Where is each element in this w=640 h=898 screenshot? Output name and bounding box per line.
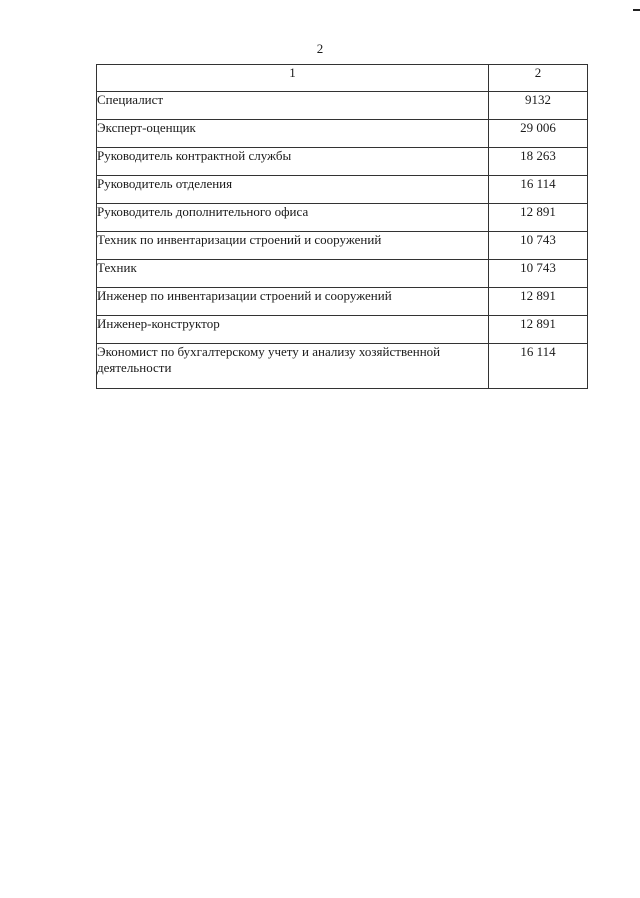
column-header-number: 2 <box>489 65 588 92</box>
salary-table <box>96 64 588 389</box>
position-name-cell: Инженер-конструктор <box>97 316 489 344</box>
position-name-cell: Эксперт-оценщик <box>97 120 489 148</box>
value-cell: 16 114 <box>489 344 588 389</box>
value-cell: 29 006 <box>489 120 588 148</box>
table-row <box>97 204 588 232</box>
position-name-cell: Инженер по инвентаризации строений и сооружений <box>97 288 489 316</box>
table-row <box>97 344 588 389</box>
scan-edge-mark <box>633 9 640 11</box>
value-cell: 12 891 <box>489 316 588 344</box>
table-row <box>97 176 588 204</box>
position-name-cell: Экономист по бухгалтерскому учету и анализу хозяйственной деятельности <box>97 344 489 389</box>
position-name-cell: Техник по инвентаризации строений и сооружений <box>97 232 489 260</box>
table-row <box>97 316 588 344</box>
table-row <box>97 260 588 288</box>
value-cell: 16 114 <box>489 176 588 204</box>
position-name-cell: Руководитель дополнительного офиса <box>97 204 489 232</box>
position-name-cell: Специалист <box>97 92 489 120</box>
table-row <box>97 120 588 148</box>
table-header-row <box>97 65 588 92</box>
value-cell: 10 743 <box>489 232 588 260</box>
value-cell: 12 891 <box>489 204 588 232</box>
value-cell: 9132 <box>489 92 588 120</box>
table-row <box>97 232 588 260</box>
table-row <box>97 288 588 316</box>
value-cell: 10 743 <box>489 260 588 288</box>
table-row <box>97 148 588 176</box>
column-header-number: 1 <box>97 65 489 92</box>
position-name-cell: Руководитель контрактной службы <box>97 148 489 176</box>
position-name-cell: Техник <box>97 260 489 288</box>
page-number: 2 <box>316 41 324 56</box>
table-row <box>97 92 588 120</box>
value-cell: 12 891 <box>489 288 588 316</box>
value-cell: 18 263 <box>489 148 588 176</box>
position-name-cell: Руководитель отделения <box>97 176 489 204</box>
